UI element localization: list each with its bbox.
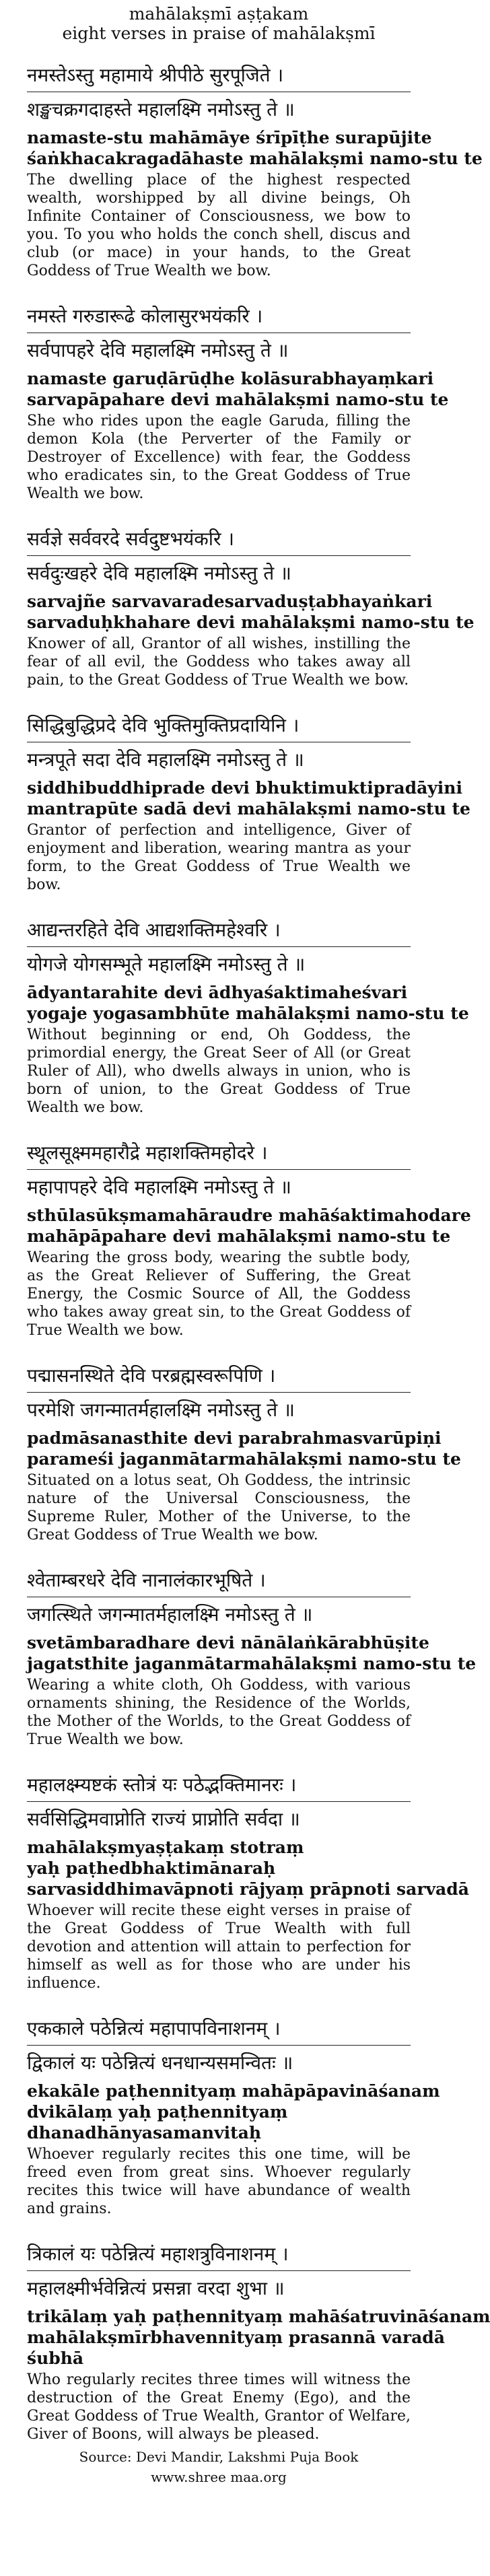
verse-2-translation: She who rides upon the eagle Garuda, filling the demon Kola (the Perverter of the Family or Destroyer of Excellence) with fear, the Goddess who eradicates sin, to the Great Goddess of True Wealth we bow. [27,413,411,502]
verse-2 [27,303,449,503]
verse-3-transliteration-line-2: sarvaduḥkhahare devi mahālakṣmi namo-stu te [27,613,475,632]
verse-2-transliteration-line-1: namaste garuḍārūḍhe kolāsurabhayaṃkari [27,369,434,388]
verse-8-transliteration-line-1: svetāmbaradhare devi nānālaṅkārabhūṣite [27,1633,429,1652]
verse-7-translation: Situated on a lotus seat, Oh Goddess, the intrinsic nature of the Universal Consciousness, the Supreme Ruler, Mother of the Universe, to the Great Goddess of True Wealth we bow. [27,1472,411,1543]
verse-1-transliteration-line-2: śaṅkhacakragadāhaste mahālakṣmi namo-stu te [27,149,483,168]
document-title: mahālakṣmī aṣṭakam [129,4,309,24]
verse-9-devanagari-line-1: महालक्ष्म्यष्टकं स्तोत्रं यः पठेद्भक्तिमानरः । [27,1772,411,1802]
verse-3-devanagari-line-2: सर्वदुःखहरे देवि महालक्ष्मि नमोऽस्तु ते ॥ [27,562,291,584]
verse-5-translation: Without beginning or end, Oh Goddess, the primordial energy, the Great Seer of All (or Great Ruler of All), who dwells always in union, who is born of union, to the Great Goddess of True Wealth we bow. [27,1026,411,1116]
verse-8-devanagari-line-2: जगत्स्थिते जगन्मातर्महालक्ष्मि नमोऽस्तु ते ॥ [27,1603,313,1626]
verse-6 [27,1140,471,1339]
verse-7-devanagari-line-2: परमेशि जगन्मातर्महालक्ष्मि नमोऽस्तु ते ॥ [27,1399,295,1421]
verse-9-transliteration-line-2: yaḥ paṭhedbhaktimānaraḥ [27,1858,276,1878]
verse-9-transliteration-line-1: mahālakṣmyaṣṭakaṃ stotraṃ [27,1838,304,1857]
verse-11 [27,2241,490,2443]
source-credit: Source: Devi Mandir, Lakshmi Puja Book [79,2449,359,2465]
verse-10 [27,2015,440,2218]
verse-7-devanagari-line-1: पद्मासनस्थिते देवि परब्रह्मस्वरूपिणि । [27,1362,411,1393]
verse-6-translation: Wearing the gross body, wearing the subtle body, as the Great Reliever of Suffering, the Great Energy, the Cosmic Source of All, the Goddess who takes away great sin, to the Great Goddess of True Wealth we bow. [27,1249,411,1339]
verse-9-devanagari-line-2: सर्वसिद्धिमवाप्नोति राज्यं प्राप्नोति सर्वदा ॥ [27,1808,300,1830]
verse-5-transliteration-line-1: ādyantarahite devi ādhyaśaktimaheśvari [27,983,408,1002]
document-page [27,0,490,2485]
verse-3-translation: Knower of all, Grantor of all wishes, instilling the fear of all evil, the Goddess who takes away all pain, to the Great Goddess of True Wealth we bow. [27,635,411,689]
verse-6-devanagari-line-2: महापापहरे देवि महालक्ष्मि नमोऽस्तु ते ॥ [27,1176,291,1198]
verse-9-translation: Whoever will recite these eight verses in praise of the Great Goddess of True Wealth with full devotion and attention will attain to perfection for himself as well as for those who are under his influence. [27,1902,411,1992]
verse-4-transliteration-line-2: mantrapūte sadā devi mahālakṣmi namo-stu te [27,799,470,819]
verse-3 [27,526,475,689]
verse-11-transliteration-line-2: mahālakṣmīrbhavennityaṃ prasannā varadā [27,2328,445,2347]
verse-2-devanagari-line-2: सर्वपापहरे देवि महालक्ष्मि नमोऽस्तु ते ॥ [27,339,289,361]
verse-8-transliteration-line-2: jagatsthite jaganmātarmahālakṣmi namo-stu te [27,1654,477,1673]
verse-10-transliteration-line-1: ekakāle paṭhennityaṃ mahāpāpavināśanam [27,2081,440,2101]
verse-10-devanagari-line-2: द्विकालं यः पठेन्नित्यं धनधान्यसमन्वितः ॥ [27,2052,293,2074]
verse-5 [27,917,469,1117]
verse-4-translation: Grantor of perfection and intelligence, Giver of enjoyment and liberation, wearing mantra as your form, to the Great Goddess of True Wealth we bow. [27,822,411,893]
verse-8-translation: Wearing a white cloth, Oh Goddess, with various ornaments shining, the Residence of the Worlds, the Mother of the Worlds, to the Great Goddess of True Wealth we bow. [27,1677,411,1748]
verse-6-transliteration-line-2: mahāpāpahare devi mahālakṣmi namo-stu te [27,1226,451,1246]
verse-2-transliteration-line-2: sarvapāpahare devi mahālakṣmi namo-stu te [27,390,449,409]
verse-4-devanagari-line-1: सिद्धिबुद्धिप्रदे देवि भुक्तिमुक्तिप्रदायिनि । [27,712,411,742]
source-website: www.shree maa.org [151,2469,287,2485]
verse-4-devanagari-line-2: मन्त्रपूते सदा देवि महालक्ष्मि नमोऽस्तु ते ॥ [27,749,304,771]
verse-5-devanagari-line-2: योगजे योगसम्भूते महालक्ष्मि नमोऽस्तु ते ॥ [27,953,306,975]
verse-1-devanagari-line-2: शङ्खचक्रगदाहस्ते महालक्ष्मि नमोऽस्तु ते ॥ [27,98,295,120]
verse-6-devanagari-line-1: स्थूलसूक्ष्ममहारौद्रे महाशक्तिमहोदरे । [27,1140,411,1170]
verse-10-transliteration-line-3: dhanadhānyasamanvitaḥ [27,2123,262,2143]
verse-11-devanagari-line-2: महालक्ष्मीर्भवेन्नित्यं प्रसन्ना वरदा शुभा ॥ [27,2277,285,2299]
verse-5-devanagari-line-1: आद्यन्तरहिते देवि आद्यशक्तिमहेश्वरि । [27,917,411,947]
verse-1-devanagari-line-1: नमस्तेऽस्तु महामाये श्रीपीठे सुरपूजिते । [27,62,411,92]
verse-9-transliteration-line-3: sarvasiddhimavāpnoti rājyaṃ prāpnoti sarvadā [27,1879,469,1899]
verse-11-devanagari-line-1: त्रिकालं यः पठेन्नित्यं महाशत्रुविनाशनम् । [27,2241,411,2271]
verse-11-translation: Who regularly recites three times will witness the destruction of the Great Enemy (Ego), and the Great Goddess of True Wealth, Grantor of Welfare, Giver of Boons, will always be pleased. [27,2371,411,2443]
verse-3-transliteration-line-1: sarvajñe sarvavaradesarvaduṣṭabhayaṅkari [27,592,433,611]
verse-8-devanagari-line-1: श्वेताम्बरधरे देवि नानालंकारभूषिते । [27,1567,411,1597]
verse-10-transliteration-line-2: dvikālaṃ yaḥ paṭhennityaṃ [27,2102,288,2122]
verse-10-translation: Whoever regularly recites this one time, will be freed even from great sins. Whoever regularly recites this twice will have abundance of wealth and grains. [27,2146,411,2217]
verse-10-devanagari-line-1: एककाले पठेन्नित्यं महापापविनाशनम् । [27,2015,411,2046]
verse-4 [27,712,470,894]
verse-11-transliteration-line-3: śubhā [27,2348,84,2368]
verse-1-transliteration-line-1: namaste-stu mahāmāye śrīpīṭhe surapūjite [27,128,432,147]
verse-5-transliteration-line-2: yogaje yogasambhūte mahālakṣmi namo-stu te [27,1004,469,1023]
verse-7 [27,1362,461,1544]
verse-1 [27,62,483,280]
verse-6-transliteration-line-1: sthūlasūkṣmamahāraudre mahāśaktimahodare [27,1206,471,1225]
verse-1-translation: The dwelling place of the highest respected wealth, worshipped by all divine beings, Oh Infinite Container of Consciousness, we bow to you. To you who holds the conch shell, discus and club (or mace) in your hands, to the Great Goddess of True Wealth we bow. [27,172,411,279]
verse-2-devanagari-line-1: नमस्ते गरुडारूढे कोलासुरभयंकरि । [27,303,411,333]
verse-8 [27,1567,477,1749]
verse-7-transliteration-line-1: padmāsanasthite devi parabrahmasvarūpiṇi [27,1428,442,1448]
verse-3-devanagari-line-1: सर्वज्ञे सर्ववरदे सर्वदुष्टभयंकरि । [27,526,411,556]
verse-4-transliteration-line-1: siddhibuddhiprade devi bhuktimuktipradāyini [27,778,462,798]
verse-9 [27,1772,469,1992]
verse-7-transliteration-line-2: parameśi jaganmātarmahālakṣmi namo-stu te [27,1449,461,1469]
document-subtitle: eight verses in praise of mahālakṣmī [62,24,376,43]
verse-11-transliteration-line-1: trikālaṃ yaḥ paṭhennityaṃ mahāśatruvināśanam [27,2307,490,2326]
